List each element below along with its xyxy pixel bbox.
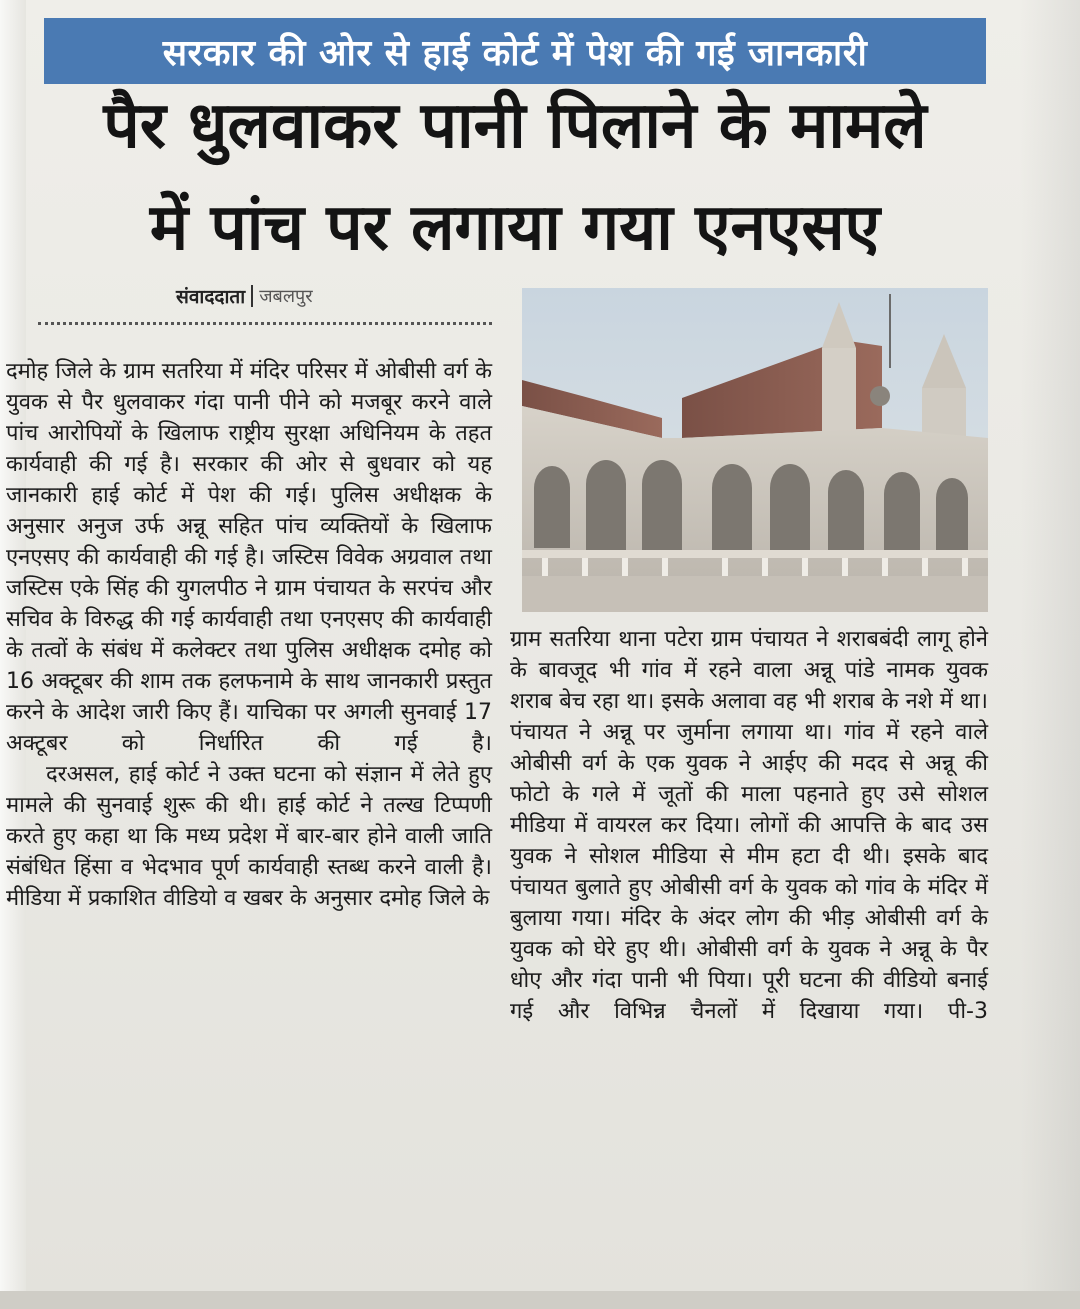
headline-line-1: पैर धुलवाकर पानी पिलाने के मामले bbox=[103, 89, 927, 163]
byline bbox=[176, 283, 313, 309]
byline-city: जबलपुर bbox=[259, 286, 313, 307]
article-column-left bbox=[6, 356, 492, 1276]
article-column-right: ग्राम सतरिया थाना पटेरा ग्राम पंचायत ने शराबबंदी लागू होने के बावजूद भी गांव में रहने वाला अन्नू पांडे नामक युवक शराब बेच रहा था। इसके अलावा वह भी शराब के नशे में था। पंचायत ने अन्नू पर जुर्माना लगाया था। गांव में रहने वाले ओबीसी वर्ग के एक युवक ने आईए की मदद से अन्नू की फोटो के गले में जूतों की माला पहनाते हुए उसे सोशल मीडिया में वायरल कर दिया। लोगों की आपत्ति के बाद उस युवक ने सोशल मीडिया से मीम हटा दी थी। इसके बाद पंचायत बुलाते हुए ओबीसी वर्ग के युवक को गांव के मंदिर में बुलाया गया। मंदिर के अंदर लोग की भीड़ ओबीसी वर्ग के युवक को घेरे हुए थी। ओबीसी वर्ग के युवक ने अन्नू के पैर धोए और गंदा पानी भी पिया। पूरी घटना की वीडियो बनाई गई और विभिन्न चैनलों में दिखाया गया। पी-3 bbox=[510, 627, 988, 1024]
kicker-band bbox=[44, 18, 986, 84]
article-paragraph-2: दरअसल, हाई कोर्ट ने उक्त घटना को संज्ञान में लेते हुए मामले की सुनवाई शुरू की थी। हाई कोर्ट ने तल्ख टिप्पणी करते हुए कहा था कि मध्य प्रदेश में बार-बार होने वाली जाति संबंधित हिंसा व भेदभाव पूर्ण कार्यवाही स्तब्ध करने वाली है। मीडिया में प्रकाशित वीडियो व खबर के अनुसार दमोह जिले के bbox=[6, 762, 492, 911]
dotted-divider bbox=[38, 322, 492, 325]
byline-separator bbox=[251, 285, 253, 307]
byline-role: संवाददाता bbox=[176, 286, 246, 308]
lower-wall bbox=[522, 576, 988, 612]
kicker-text: सरकार की ओर से हाई कोर्ट में पेश की गई जानकारी bbox=[162, 32, 868, 74]
headline-line-2: में पांच पर लगाया गया एनएसए bbox=[149, 191, 881, 265]
high-court-illustration bbox=[522, 288, 988, 612]
high-court-building-photo bbox=[522, 288, 988, 612]
balustrade-rail bbox=[522, 550, 988, 558]
clock-face bbox=[870, 386, 890, 406]
article-paragraph-1: दमोह जिले के ग्राम सतरिया में मंदिर परिसर में ओबीसी वर्ग के युवक से पैर धुलवाकर गंदा पानी पीने को मजबूर करने वाले पांच आरोपियों के खिलाफ राष्ट्रीय सुरक्षा अधिनियम के तहत कार्यवाही की गई है। सरकार की ओर से बुधवार को यह जानकारी हाई कोर्ट में पेश की गई। पुलिस अधीक्षक के अनुसार अनुज उर्फ अन्नू सहित पांच व्यक्तियों के खिलाफ एनएसए की कार्यवाही की गई है। जस्टिस विवेक अग्रवाल तथा जस्टिस एके सिंह की युगलपीठ ने ग्राम पंचायत के सरपंच और सचिव के विरुद्ध की गई कार्यवाही तथा एनएसए की कार्यवाही के तत्वों के संबंध में कलेक्टर तथा पुलिस अधीक्षक दमोह को 16 अक्टूबर की शाम तक हलफनामे के साथ जानकारी प्रस्तुत करने के आदेश जारी किए हैं। याचिका पर अगली सुनवाई 17 अक्टूबर को निर्धारित की गई है। bbox=[6, 359, 492, 756]
page-fold-shadow bbox=[1020, 0, 1080, 1309]
page-bottom-edge bbox=[0, 1291, 1080, 1309]
